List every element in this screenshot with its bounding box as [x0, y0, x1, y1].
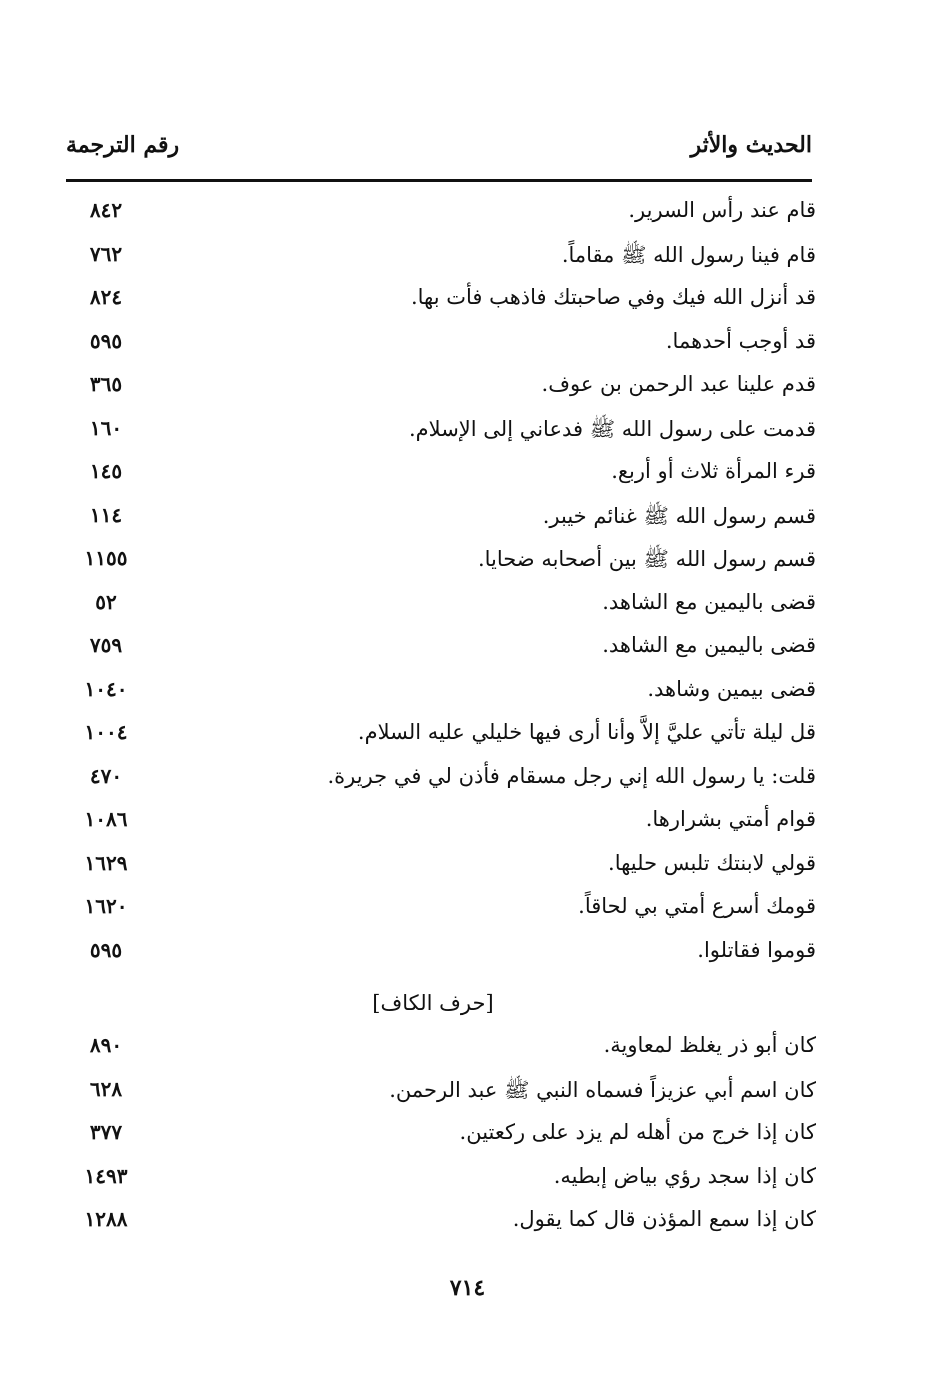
hadith-text: قوموا فقاتلوا.: [697, 937, 816, 962]
hadith-text: قومك أسرع أمتي بي لحاقاً.: [578, 894, 816, 918]
index-entry-row: [66, 671, 816, 715]
index-entry-row: [66, 1201, 816, 1245]
index-entry-row: [66, 497, 816, 541]
index-entry-row: [66, 627, 816, 671]
biography-number: ١٠٤٠: [84, 676, 128, 701]
hadith-text: قد أنزل الله فيك وفي صاحبتك فاذهب فأت بها.: [410, 285, 816, 309]
index-entry-row: [66, 453, 816, 497]
hadith-text: قدم علينا عبد الرحمن بن عوف.: [541, 372, 816, 396]
hadith-text: قسم رسول الله ﷺ غنائم خيبر.: [542, 503, 816, 528]
biography-number: ١١٥٥: [84, 546, 128, 570]
biography-number: ٣٦٥: [89, 372, 123, 396]
index-entry-row: [66, 845, 816, 889]
hadith-text: قرء المرأة ثلاث أو أربع.: [611, 459, 816, 483]
biography-number: ٨٤٢: [89, 198, 123, 222]
biography-number: ٧٦٢: [89, 241, 123, 266]
hadith-text: كان أبو ذر يغلظ لمعاوية.: [603, 1033, 816, 1057]
section-heading-kaf: [حرف الكاف]: [372, 991, 494, 1015]
biography-number: ٨٢٤: [89, 285, 123, 309]
hadith-text: قضى باليمين مع الشاهد.: [602, 633, 816, 657]
section-heading-row: [66, 975, 816, 1027]
column-title-hadith: الحديث والأثر: [690, 132, 812, 158]
biography-number: ١٦٠: [89, 415, 123, 440]
index-entry-row: [66, 192, 816, 236]
biography-number: ١٤٩٣: [84, 1163, 128, 1188]
biography-number: ١٢٨٨: [84, 1207, 128, 1231]
index-entry-row: [66, 714, 816, 758]
biography-number: ٧٥٩: [89, 633, 123, 657]
biography-number: ٥٩٥: [89, 328, 123, 353]
index-entry-row: [66, 932, 816, 976]
index-entry-row: [66, 540, 816, 584]
index-entries: [66, 192, 816, 1245]
biography-number: ٥٢: [95, 589, 117, 614]
hadith-text: قل ليلة تأتي عليَّ إلاَّ وأنا أرى فيها خليلي عليه السلام.: [357, 720, 816, 744]
hadith-text: كان إذا سمع المؤذن قال كما يقول.: [512, 1207, 816, 1231]
index-entry-row: [66, 584, 816, 628]
hadith-text: قدمت على رسول الله ﷺ فدعاني إلى الإسلام.: [409, 416, 816, 441]
index-entry-row: [66, 366, 816, 410]
index-entry-row: [66, 323, 816, 367]
biography-number: ٥٩٥: [89, 937, 123, 962]
index-entry-row: [66, 888, 816, 932]
index-entry-row: [66, 410, 816, 454]
biography-number: ٨٩٠: [89, 1033, 123, 1057]
hadith-text: قوام أمتي بشرارها.: [645, 807, 816, 831]
biography-number: ١٠٨٦: [84, 807, 128, 831]
column-title-number: رقم الترجمة: [66, 132, 180, 158]
index-entry-row: [66, 1071, 816, 1115]
hadith-text: قضى باليمين مع الشاهد.: [602, 589, 816, 614]
hadith-text: كان إذا سجد رؤي بياض إبطيه.: [553, 1163, 816, 1188]
hadith-text: كان إذا خرج من أهله لم يزد على ركعتين.: [459, 1120, 816, 1144]
index-entry-row: [66, 801, 816, 845]
biography-number: ١٦٢٩: [84, 850, 128, 875]
hadith-text: كان اسم أبي عزيزاً فسماه النبي ﷺ عبد الرحمن.: [389, 1077, 816, 1102]
entries-kaf-section: [66, 1027, 816, 1245]
biography-number: ٣٧٧: [89, 1120, 123, 1144]
page-number: ٧١٤: [449, 1275, 486, 1301]
biography-number: ١٤٥: [89, 459, 123, 483]
hadith-text: قسم رسول الله ﷺ بين أصحابه ضحايا.: [477, 547, 816, 571]
hadith-text: قام فينا رسول الله ﷺ مقاماً.: [561, 242, 816, 267]
biography-number: ١٦٢٠: [84, 894, 128, 918]
page-header: [66, 132, 812, 172]
biography-number: ١٠٠٤: [84, 720, 128, 744]
index-entry-row: [66, 1114, 816, 1158]
biography-number: ٤٧٠: [89, 763, 123, 788]
hadith-text: قام عند رأس السرير.: [628, 198, 816, 222]
index-entry-row: [66, 1027, 816, 1071]
hadith-text: قولي لابنتك تلبس حليها.: [608, 850, 816, 875]
biography-number: ١١٤: [89, 502, 123, 527]
hadith-text: قضى بيمين وشاهد.: [647, 676, 816, 701]
entries-qaf-section: [66, 192, 816, 975]
index-entry-row: [66, 1158, 816, 1202]
hadith-text: قلت: يا رسول الله إني رجل مسقام فأذن لي في جريرة.: [327, 763, 816, 788]
index-entry-row: [66, 236, 816, 280]
index-entry-row: [66, 279, 816, 323]
hadith-text: قد أوجب أحدهما.: [665, 328, 816, 353]
header-divider: [66, 179, 812, 182]
index-entry-row: [66, 758, 816, 802]
biography-number: ٦٢٨: [89, 1076, 123, 1101]
